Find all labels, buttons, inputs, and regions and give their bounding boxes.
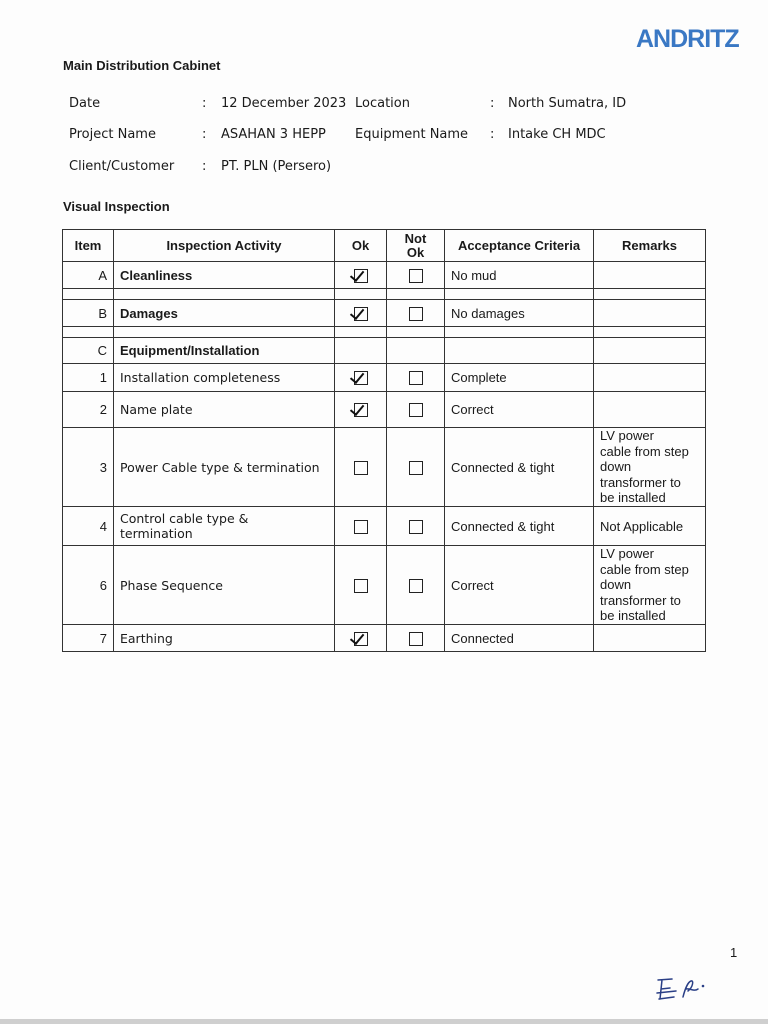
handwritten-initials — [652, 972, 708, 1004]
table-row — [63, 364, 706, 392]
table-row — [63, 428, 706, 507]
scan-edge-strip — [0, 1019, 768, 1024]
header-not-ok — [387, 230, 445, 262]
row-item: 6 — [63, 546, 114, 625]
row-remarks — [594, 428, 706, 507]
page-number: 1 — [730, 945, 738, 960]
row-criteria: Correct — [445, 546, 594, 625]
not-ok-checkbox[interactable] — [409, 579, 423, 593]
client-label: Client/Customer — [69, 159, 175, 174]
ok-checkbox[interactable] — [354, 461, 368, 475]
section-title-visual-inspection: Visual Inspection — [63, 199, 170, 214]
ok-checkbox[interactable] — [354, 520, 368, 534]
header-item: Item — [63, 230, 114, 262]
row-remarks — [594, 625, 706, 652]
row-criteria: No damages — [445, 300, 594, 327]
row-remarks — [594, 392, 706, 428]
equipment-name-value: Intake CH MDC — [508, 127, 606, 142]
equipment-separator: : — [490, 127, 495, 142]
not-ok-checkbox[interactable] — [409, 269, 423, 283]
ok-checkbox[interactable] — [354, 579, 368, 593]
header-ok: Ok — [335, 230, 387, 262]
project-name-value: ASAHAN 3 HEPP — [221, 127, 326, 142]
row-activity: Power Cable type & termination — [114, 428, 335, 507]
table-row — [63, 300, 706, 327]
remarks-line: LV power — [600, 428, 654, 444]
client-separator: : — [202, 159, 207, 174]
separator-row — [63, 327, 706, 338]
document-title: Main Distribution Cabinet — [63, 58, 221, 73]
header-not-ok-line2: Ok — [406, 244, 425, 260]
row-item: 4 — [63, 507, 114, 546]
remarks-line: down — [600, 577, 632, 593]
table-row — [63, 262, 706, 289]
ok-checkbox[interactable] — [354, 371, 368, 385]
row-activity: Equipment/Installation — [114, 338, 335, 364]
table-row — [63, 507, 706, 546]
remarks-line: be installed — [600, 490, 666, 506]
not-ok-checkbox[interactable] — [409, 461, 423, 475]
row-item: 3 — [63, 428, 114, 507]
client-value: PT. PLN (Persero) — [221, 159, 332, 174]
header-acceptance-criteria: Acceptance Criteria — [445, 230, 594, 262]
table-header-row — [63, 230, 706, 262]
row-activity: Cleanliness — [114, 262, 335, 289]
ok-checkbox[interactable] — [354, 632, 368, 646]
not-ok-checkbox[interactable] — [409, 632, 423, 646]
row-item: A — [63, 262, 114, 289]
row-criteria: Correct — [445, 392, 594, 428]
table-row — [63, 625, 706, 652]
row-activity: Damages — [114, 300, 335, 327]
date-value: 12 December 2023 — [221, 96, 347, 111]
header-remarks: Remarks — [594, 230, 706, 262]
not-ok-checkbox[interactable] — [409, 403, 423, 417]
row-activity: Installation completeness — [114, 364, 335, 392]
remarks-line: transformer to — [600, 592, 681, 608]
row-activity: Earthing — [114, 625, 335, 652]
location-value: North Sumatra, ID — [508, 96, 627, 111]
ok-checkbox[interactable] — [354, 269, 368, 283]
row-remarks — [594, 546, 706, 625]
table-row — [63, 392, 706, 428]
table-row — [63, 546, 706, 625]
equipment-name-label: Equipment Name — [355, 127, 469, 142]
remarks-line: cable from step — [600, 561, 689, 577]
separator-row — [63, 289, 706, 300]
inspection-table — [62, 229, 706, 652]
andritz-logo: ANDRITZ — [636, 25, 739, 53]
row-item: 7 — [63, 625, 114, 652]
date-separator: : — [202, 96, 207, 111]
row-activity: Name plate — [114, 392, 335, 428]
row-activity — [114, 507, 335, 546]
header-activity: Inspection Activity — [114, 230, 335, 262]
ok-checkbox[interactable] — [354, 403, 368, 417]
not-ok-checkbox[interactable] — [409, 371, 423, 385]
date-label: Date — [69, 96, 101, 111]
row-item: 2 — [63, 392, 114, 428]
location-separator: : — [490, 96, 495, 111]
location-label: Location — [355, 96, 410, 111]
activity-line: termination — [120, 526, 193, 541]
row-remarks: Not Applicable — [594, 507, 706, 546]
header-not-ok-line1: Not — [404, 230, 427, 246]
row-remarks — [594, 262, 706, 289]
row-criteria: Connected & tight — [445, 507, 594, 546]
remarks-line: transformer to — [600, 474, 681, 490]
project-separator: : — [202, 127, 207, 142]
row-item: B — [63, 300, 114, 327]
table-row — [63, 338, 706, 364]
project-name-label: Project Name — [69, 127, 156, 142]
remarks-line: down — [600, 459, 632, 475]
remarks-line: cable from step — [600, 443, 689, 459]
not-ok-checkbox[interactable] — [409, 520, 423, 534]
row-criteria: Complete — [445, 364, 594, 392]
row-remarks — [594, 300, 706, 327]
ok-checkbox[interactable] — [354, 307, 368, 321]
remarks-line: LV power — [600, 546, 654, 562]
not-ok-checkbox[interactable] — [409, 307, 423, 321]
row-activity: Phase Sequence — [114, 546, 335, 625]
row-criteria: Connected & tight — [445, 428, 594, 507]
row-remarks — [594, 364, 706, 392]
activity-line: Control cable type & — [120, 511, 249, 526]
remarks-line: be installed — [600, 608, 666, 624]
row-item: 1 — [63, 364, 114, 392]
row-criteria: Connected — [445, 625, 594, 652]
row-criteria: No mud — [445, 262, 594, 289]
row-item: C — [63, 338, 114, 364]
